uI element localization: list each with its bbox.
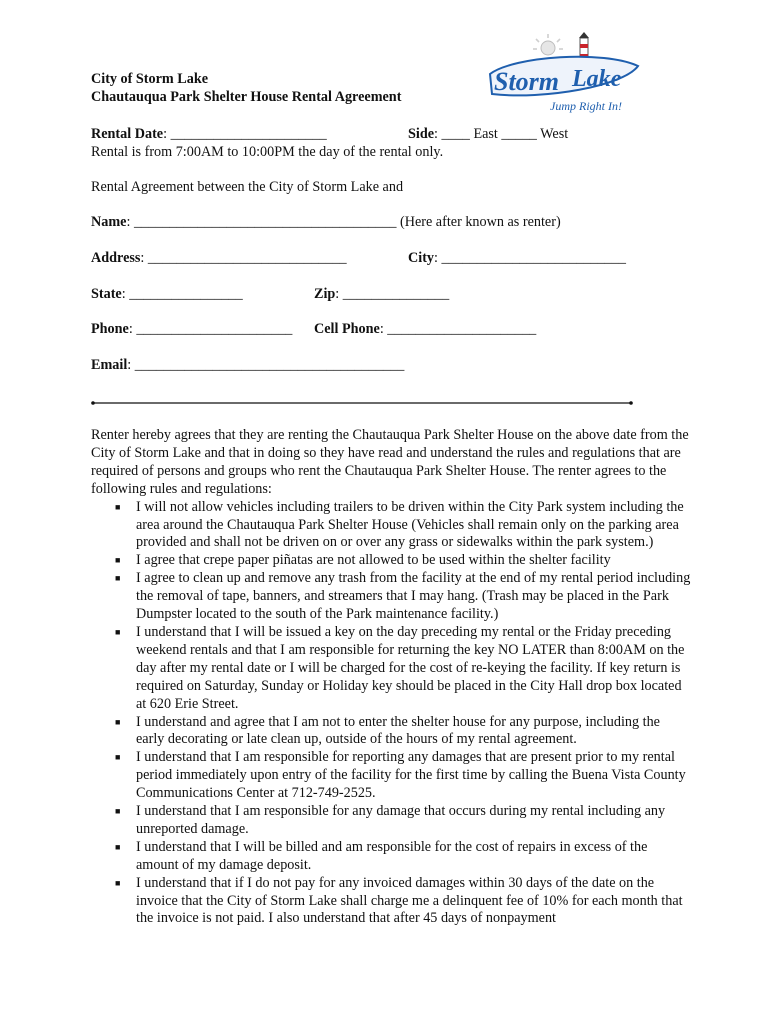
list-item: ■ I understand that I will be issued a key on the day preceding my rental or the Friday preceding weekend rentals and that I am responsible for returning the key NO LATER than 8:00AM on the day after my rental date or I will be charged for the cost of re-keying the facility. If key return is required on Saturday, Sunday or Holiday key should be placed in the City Hall drop box located at 620 Erie Street. — [115, 623, 685, 712]
logo-word-storm: Storm — [494, 67, 560, 96]
bullet-icon: ■ — [115, 877, 121, 888]
section-divider — [91, 401, 633, 405]
email-label: Email — [91, 357, 128, 373]
city-label: City — [408, 250, 435, 266]
address-label: Address — [91, 250, 141, 266]
agreement-intro-paragraph: Renter hereby agrees that they are renting the Chautauqua Park Shelter House on the above date from the City of Storm Lake and that in doing so they have read and understand the rules and regulations that are required of persons and groups who rent the Chautauqua Park Shelter House. The renter agrees to the following rules and regulations: — [91, 427, 689, 497]
rental-date-field[interactable]: : ______________________ — [163, 126, 327, 142]
list-item: ■ I will not allow vehicles including trailers to be driven within the City Park system including the area around the Chautauqua Park Shelter House (Vehicles shall remain only on the parking area provided and shall not be driven on or over any grass or sidewalks within the park system.) — [115, 498, 684, 551]
zip-line — [314, 285, 449, 303]
name-label: Name — [91, 214, 127, 230]
name-field[interactable]: : _____________________________________ (Here after known as renter) — [126, 214, 561, 230]
rental-date-label: Rental Date — [91, 126, 164, 142]
state-line — [91, 285, 243, 303]
storm-lake-logo — [484, 30, 644, 118]
logo-word-lake: Lake — [572, 66, 622, 92]
phone-label: Phone — [91, 321, 129, 337]
sun-icon — [533, 34, 563, 55]
cell-phone-field[interactable]: : _____________________ — [379, 321, 537, 337]
cell-phone-line — [314, 320, 536, 338]
email-field[interactable]: : ______________________________________ — [127, 357, 405, 373]
city-name: City of Storm Lake — [91, 71, 209, 87]
list-item: ■ I agree to clean up and remove any trash from the facility at the end of my rental period including the removal of tape, banners, and streamers that I may hang. (Trash may be placed in the Park Dumpster located to the south of the Park maintenance facility.) — [115, 570, 691, 623]
cell-phone-label: Cell Phone — [314, 321, 380, 337]
zip-label: Zip — [314, 286, 336, 302]
logo-tagline: Jump Right In! — [550, 99, 622, 113]
state-label: State — [91, 286, 122, 302]
email-line — [91, 356, 404, 374]
list-item: ■ I understand and agree that I am not to enter the shelter house for any purpose, including the early decorating or late clean up, outside of the hours of my rental agreement. — [115, 713, 660, 748]
side-line — [408, 125, 568, 143]
bullet-icon: ■ — [115, 716, 121, 727]
city-field[interactable]: : __________________________ — [434, 250, 626, 266]
rental-hours-text: Rental is from 7:00AM to 10:00PM the day of the rental only. — [91, 144, 444, 160]
zip-field[interactable]: : _______________ — [335, 286, 450, 302]
document-header — [91, 70, 401, 106]
phone-line — [91, 320, 292, 338]
list-item: ■ I understand that if I do not pay for any invoiced damages within 30 days of the date on the invoice that the City of Storm Lake shall charge me a delinquent fee of 10% for each month that the invoice is not paid. I also understand that after 45 days of nonpayment — [115, 874, 683, 927]
bullet-icon: ■ — [115, 841, 121, 852]
agreement-intro-line: Rental Agreement between the City of Storm Lake and — [91, 179, 404, 195]
rental-date-line — [91, 125, 327, 143]
list-item: ■ I understand that I am responsible for any damage that occurs during my rental including any unreported damage. — [115, 803, 666, 837]
bullet-icon: ■ — [115, 626, 121, 637]
phone-field[interactable]: : ______________________ — [128, 321, 293, 337]
bullet-icon: ■ — [115, 806, 121, 817]
side-options-field[interactable]: : ____ East _____ West — [434, 126, 569, 142]
address-field[interactable]: : ____________________________ — [140, 250, 347, 266]
list-item: ■ I understand that I am responsible for reporting any damages that are present prior to my rental period immediately upon entry of the facility for the first time by calling the Buena Vista County Communications Center at 712-749-2525. — [115, 749, 686, 802]
address-line — [91, 249, 347, 267]
agreement-body — [91, 427, 691, 928]
bullet-icon: ■ — [115, 501, 121, 512]
rules-list — [91, 499, 691, 929]
name-line — [91, 213, 561, 231]
side-label: Side — [408, 126, 435, 142]
bullet-icon: ■ — [115, 573, 121, 584]
list-item: ■ I understand that I will be billed and am responsible for the cost of repairs in excess of the amount of my damage deposit. — [115, 838, 648, 873]
city-line — [408, 249, 626, 267]
agreement-title: Chautauqua Park Shelter House Rental Agreement — [91, 89, 402, 105]
list-item: ■ I agree that crepe paper piñatas are not allowed to be used within the shelter facility — [115, 552, 611, 569]
bullet-icon: ■ — [115, 555, 121, 566]
state-field[interactable]: : ________________ — [121, 286, 243, 302]
bullet-icon: ■ — [115, 752, 121, 763]
